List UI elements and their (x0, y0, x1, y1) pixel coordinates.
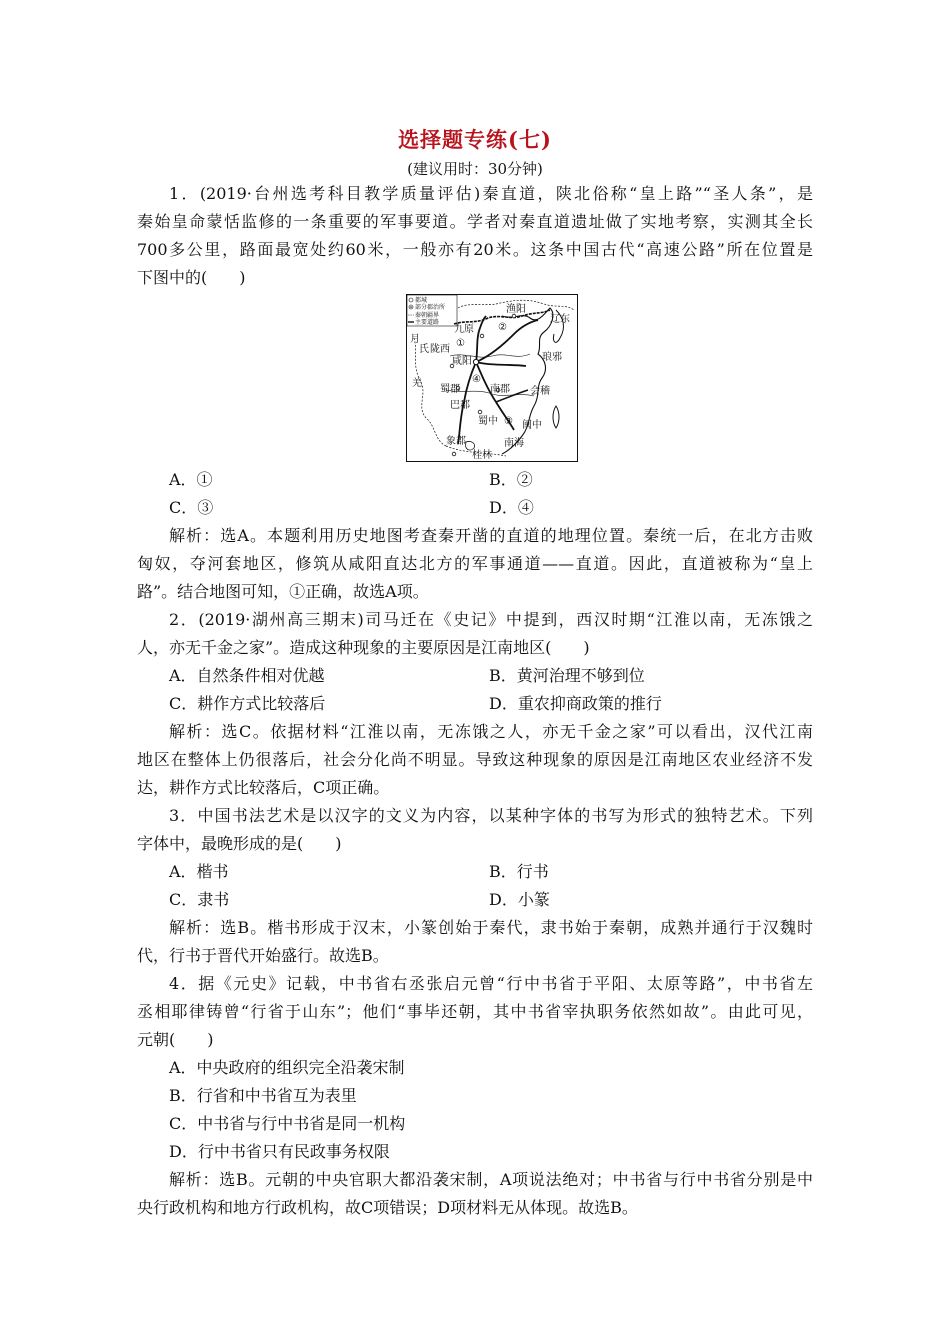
q3-option-d: D．小篆 (489, 890, 550, 909)
page-subtitle: (建议用时：30分钟) (407, 160, 543, 178)
legend-prefecture: 部分郡治所 (415, 304, 446, 311)
q4-option-a: A．中央政府的组织完全沿袭宋制 (169, 1058, 405, 1077)
q2-option-c: C．耕作方式比较落后 (169, 694, 326, 713)
q2-option-b: B．黄河治理不够到位 (489, 666, 645, 685)
q4-stem-line: 元朝( ) (137, 1030, 214, 1049)
q2-option-a: A．自然条件相对优越 (169, 666, 325, 685)
q4-analysis-line: 央行政机构和地方行政机构，故C项错误；D项材料无从体现。故选B。 (137, 1198, 638, 1217)
q1-option-d: D．④ (489, 498, 534, 517)
map-marker-4: ④ (472, 374, 481, 385)
map-label-shuzhong: 蜀中 (478, 416, 498, 427)
map-graphic (406, 294, 578, 462)
q4-option-b: B．行省和中书省互为表里 (169, 1086, 357, 1105)
q4-option-c: C．中书省与行中书省是同一机构 (169, 1114, 406, 1133)
map-label-xiangjun: 象郡 (446, 436, 466, 447)
q4-stem-line: 丞相耶律铸曾“行省于山东”；他们“事毕还朝，其中书省宰执职务依然如故”。由此可见， (137, 1002, 813, 1021)
map-label-bajun: 巴郡 (450, 400, 470, 411)
q1-stem-line: 秦始皇命蒙恬监修的一条重要的军事要道。学者对秦直道遗址做了实地考察，实测其全长 (137, 212, 813, 231)
map-label-qiang: 羌 (412, 378, 422, 389)
q3-analysis-line: 代，行书于晋代开始盛行。故选B。 (137, 946, 389, 965)
map-marker-2: ② (498, 322, 507, 333)
q1-analysis-line: 匈奴，夺河套地区，修筑从咸阳直达北方的军事通道——直道。因此，直道被称为“皇上 (137, 554, 813, 573)
q4-option-d: D．行中书省只有民政事务权限 (169, 1142, 390, 1161)
map-label-shi: 氏 (419, 344, 429, 355)
q3-stem-line: 字体中，最晚形成的是( ) (137, 834, 342, 853)
map-label-xianyang: 咸阳 (452, 356, 472, 367)
legend-capital: 都城 (415, 297, 428, 304)
map-label-nanhai: 南海 (504, 438, 524, 449)
q1-stem-line: 700多公里，路面最宽处约60米，一般亦有20米。这条中国古代“高速公路”所在位置是 (137, 240, 813, 259)
page-title: 选择题专练(七) (398, 127, 552, 152)
map-label-minzhong: 闽中 (522, 420, 542, 431)
q3-stem-line: 3．中国书法艺术是以汉字的文义为内容，以某种字体的书写为形式的独特艺术。下列 (169, 806, 813, 825)
q3-option-c: C．隶书 (169, 890, 230, 909)
q3-option-b: B．行书 (489, 862, 549, 881)
q2-option-d: D．重农抑商政策的推行 (489, 694, 662, 713)
legend-border: 秦朝疆界 (415, 312, 440, 319)
q1-option-a: A．① (169, 470, 213, 489)
map-label-kuaiji: 会稽 (530, 386, 550, 397)
map-marker-1: ① (456, 338, 465, 349)
q2-stem-line: 人，亦无千金之家”。造成这种现象的主要原因是江南地区( ) (137, 638, 590, 657)
legend-road: 主要道路 (415, 319, 440, 326)
q3-option-a: A．楷书 (169, 862, 229, 881)
map-label-langya: 琅邪 (542, 352, 562, 363)
q1-analysis-line: 解析：选A。本题利用历史地图考查秦开凿的直道的地理位置。秦统一后，在北方击败 (169, 526, 813, 545)
q2-analysis-line: 解析：选C。依据材料“江淮以南，无冻饿之人，亦无千金之家”可以看出，汉代江南 (169, 722, 813, 741)
map-label-guilin: 桂林 (472, 450, 492, 461)
q4-stem-line: 4．据《元史》记载，中书省右丞张启元曾“行中书省于平阳、太原等路”，中书省左 (169, 974, 813, 993)
map-label-liaodong: 辽东 (550, 314, 570, 325)
q1-analysis-line: 路”。结合地图可知，①正确，故选A项。 (137, 582, 429, 601)
map-label-yuyang: 渔阳 (506, 304, 526, 315)
map-label-jiuyuan: 九原 (454, 324, 474, 335)
q2-stem-line: 2．(2019·湖州高三期末)司马迁在《史记》中提到，西汉时期“江淮以南，无冻饿之 (169, 610, 813, 629)
qin-road-map (406, 294, 578, 462)
q2-analysis-line: 达，耕作方式比较落后，C项正确。 (137, 778, 390, 797)
q2-analysis-line: 地区在整体上仍很落后，社会分化尚不明显。导致这种现象的原因是江南地区农业经济不发 (137, 750, 813, 769)
q1-option-b: B．② (489, 470, 533, 489)
map-marker-3: ③ (504, 416, 513, 427)
q1-option-c: C．③ (169, 498, 214, 517)
map-label-shujun: 蜀郡 (440, 384, 460, 395)
q3-analysis-line: 解析：选B。楷书形成于汉末，小篆创始于秦代，隶书始于秦朝，成熟并通行于汉魏时 (169, 918, 813, 937)
map-legend (407, 295, 457, 326)
map-label-yue: 月 (410, 334, 420, 345)
q1-stem-line: 下图中的( ) (137, 268, 246, 287)
map-label-nanjun: 南郡 (490, 384, 510, 395)
q4-analysis-line: 解析：选B。元朝的中央官职大都沿袭宋制，A项说法绝对；中书省与行中书省分别是中 (169, 1170, 813, 1189)
map-label-longxi: 陇西 (430, 344, 450, 355)
q1-stem-line: 1．(2019·台州选考科目教学质量评估)秦直道，陕北俗称“皇上路”“圣人条”，是 (169, 184, 813, 203)
